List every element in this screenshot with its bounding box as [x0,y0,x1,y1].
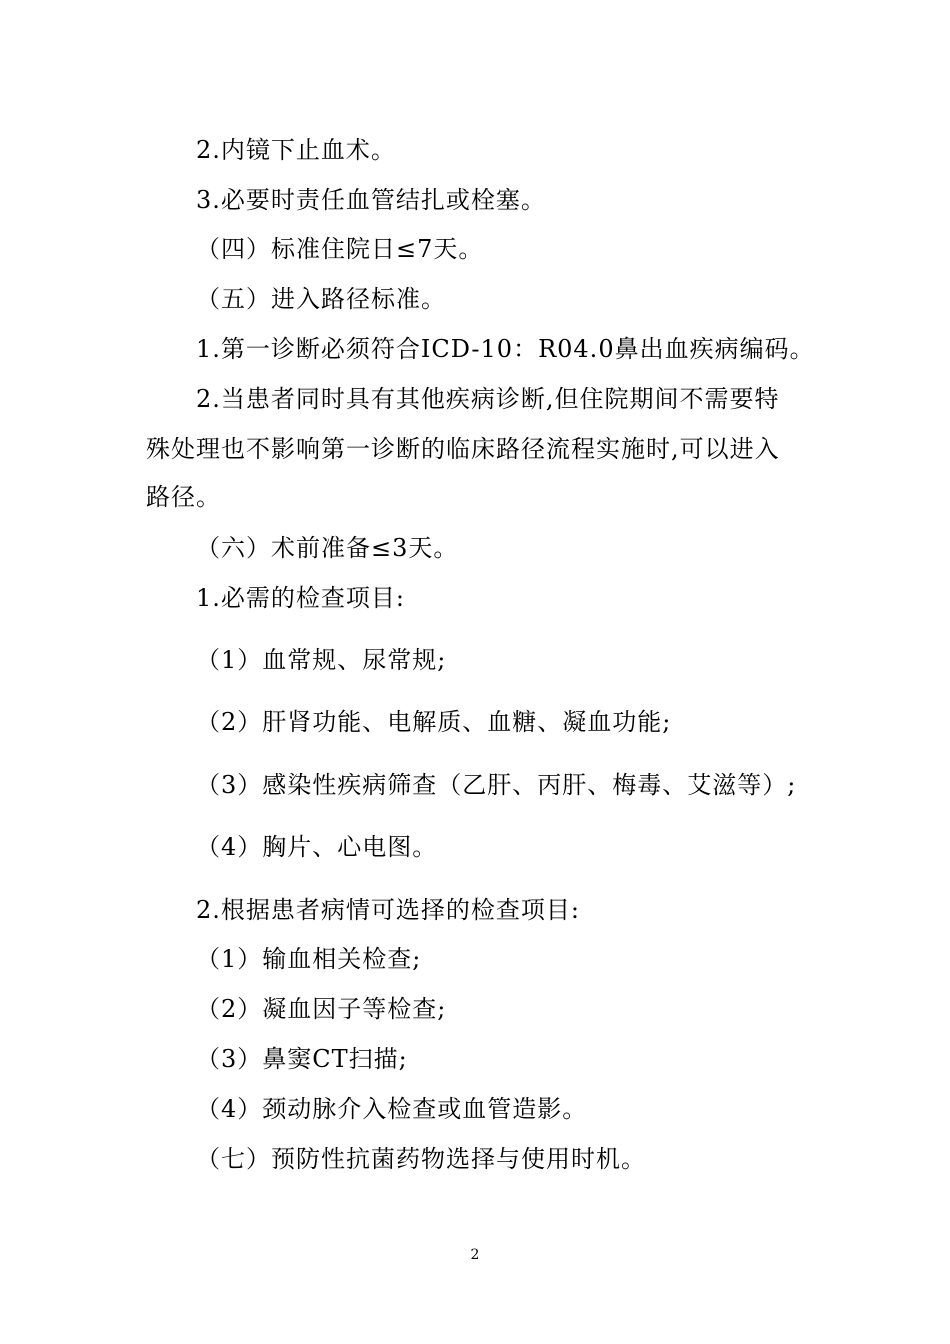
list-item: （3）鼻窦CT扫描; [196,1045,408,1073]
list-item: （3）感染性疾病筛查（乙肝、丙肝、梅毒、艾滋等）; [196,771,797,799]
section-heading: （七）预防性抗菌药物选择与使用时机。 [196,1145,646,1173]
list-item: （1）血常规、尿常规; [196,646,447,674]
page-number: 2 [470,1247,480,1263]
list-item: （4）颈动脉介入检查或血管造影。 [196,1095,588,1123]
text-line: 殊处理也不影响第一诊断的临床路径流程实施时,可以进入 [146,435,780,463]
text-line: 1.第一诊断必须符合ICD-10：R04.0鼻出血疾病编码。 [196,335,815,363]
section-heading: （六）术前准备≤3天。 [196,534,459,562]
text-line: 1.必需的检查项目: [196,584,405,612]
text-line: 3.必要时责任血管结扎或栓塞。 [196,186,546,214]
list-item: （2）凝血因子等检查; [196,995,447,1023]
section-heading: （四）标准住院日≤7天。 [196,235,484,263]
list-item: （4）胸片、心电图。 [196,833,438,861]
text-line: 2.根据患者病情可选择的检查项目: [196,896,580,924]
text-line: 2.内镜下止血术。 [196,136,396,164]
text-line: 2.当患者同时具有其他疾病诊断,但住院期间不需要特 [196,385,780,413]
list-item: （2）肝肾功能、电解质、血糖、凝血功能; [196,708,672,736]
text-line: 路径。 [146,483,221,511]
list-item: （1）输血相关检查; [196,945,422,973]
section-heading: （五）进入路径标准。 [196,285,446,313]
